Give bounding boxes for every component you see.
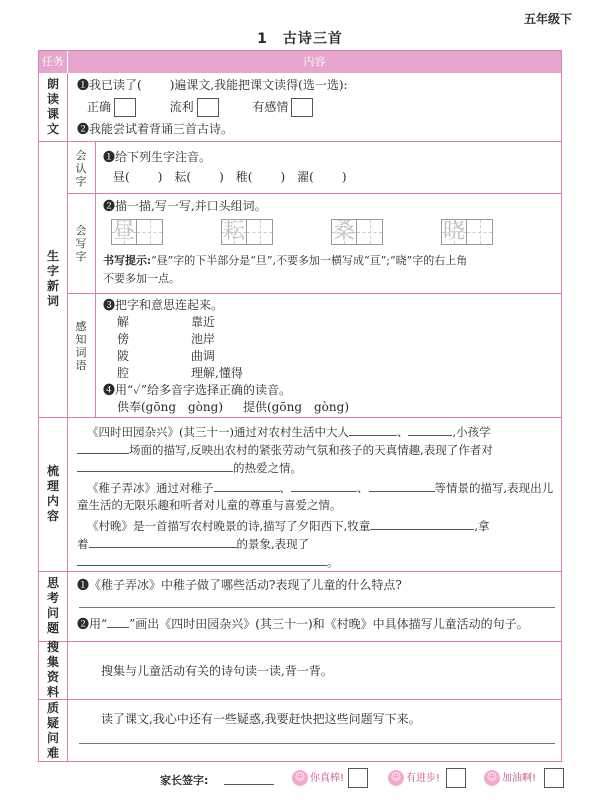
stamp-text: 有进步! bbox=[406, 773, 441, 784]
write-label: 会写字 bbox=[75, 223, 87, 263]
sort-text: ,拿 bbox=[474, 519, 490, 533]
footer bbox=[0, 766, 600, 792]
parent-sign-line[interactable] bbox=[224, 784, 274, 785]
meaning-item: 曲调 bbox=[191, 349, 216, 363]
trace-char: 晓 bbox=[442, 219, 465, 244]
parent-sign-label: 家长签字: bbox=[160, 774, 209, 787]
sort-text: 的景象,表现了 bbox=[236, 537, 310, 551]
sort-text: 《四时田园杂兴》(其三十一)通过对农村生活中大人 bbox=[87, 425, 349, 439]
writing-tip-lead: 书写提示: bbox=[103, 254, 152, 267]
doubt-text: 读了课文,我心中还有一些疑惑,我要赶快把这些问题写下来。 bbox=[101, 712, 421, 726]
flower-icon: ☺ bbox=[292, 770, 308, 786]
stamp-text: 你真棒! bbox=[310, 773, 345, 784]
trace-cell[interactable] bbox=[111, 219, 171, 245]
sort-p1-line3 bbox=[77, 459, 302, 476]
pinyin-row: 昼( ) 耘( ) 稚( ) 濯( ) bbox=[113, 170, 347, 184]
reading-options bbox=[87, 97, 317, 117]
stamp-cheer bbox=[484, 769, 536, 786]
right-words bbox=[191, 314, 243, 382]
trace-cell[interactable] bbox=[441, 219, 501, 245]
sort-text: 的热爱之情。 bbox=[233, 461, 302, 475]
pinyin-item: ) 稚( bbox=[219, 170, 253, 184]
polyphone-row bbox=[117, 399, 349, 415]
sub-column-divider bbox=[95, 141, 96, 417]
header-task: 任务 bbox=[42, 55, 64, 68]
answer-line[interactable] bbox=[79, 607, 555, 608]
option-fluent-checkbox[interactable] bbox=[197, 98, 219, 117]
stamp-great-box[interactable] bbox=[348, 768, 368, 788]
option-emotion-label: 有感情 bbox=[252, 100, 289, 114]
sort-text: ,小孩学 bbox=[452, 425, 491, 439]
think-q2-pre: ❷用“ bbox=[77, 617, 108, 631]
task-table bbox=[38, 50, 562, 762]
reading-q1-pre: ❶我已读了( bbox=[77, 78, 142, 92]
blank-line[interactable] bbox=[77, 441, 129, 454]
sort-text: 。 bbox=[327, 555, 339, 569]
stamp-progress-box[interactable] bbox=[446, 768, 466, 788]
option-fluent-label: 流利 bbox=[169, 100, 194, 114]
word-item: 傍 bbox=[117, 332, 130, 346]
doubt-label: 质疑问难 bbox=[46, 701, 59, 760]
pinyin-item: 昼( bbox=[113, 170, 130, 184]
meaning-label: 感知词语 bbox=[75, 320, 87, 372]
trace-cell[interactable] bbox=[221, 219, 281, 245]
think-q2-post: ”画出《四时田园杂兴》(其三十一)和《村晚》中具体描写儿童活动的句子。 bbox=[129, 617, 529, 631]
collect-text: 搜集与儿童活动有关的诗句读一读,背一背。 bbox=[101, 664, 333, 678]
stamp-great bbox=[292, 769, 344, 786]
trace-char: 耘 bbox=[222, 219, 245, 244]
header-content: 内容 bbox=[67, 51, 561, 73]
sort-text: 、 bbox=[357, 481, 369, 495]
option-correct-checkbox[interactable] bbox=[114, 98, 136, 117]
chars-label: 生字新词 bbox=[46, 249, 59, 308]
sort-text: 、 bbox=[279, 481, 291, 495]
trace-char: 桑 bbox=[332, 219, 355, 244]
stamp-text: 加油啊! bbox=[502, 773, 537, 784]
option-correct-label: 正确 bbox=[87, 100, 112, 114]
trace-char: 昼 bbox=[112, 219, 135, 244]
grade-label: 五年级下 bbox=[523, 12, 572, 26]
row-divider bbox=[39, 417, 561, 418]
think-q1: ❶《稚子弄冰》中稚子做了哪些活动?表现了儿童的什么特点? bbox=[77, 578, 402, 592]
think-label: 思考问题 bbox=[46, 576, 59, 635]
reading-label: 朗读课文 bbox=[46, 77, 59, 136]
chars-q3: ❸把字和意思连起来。 bbox=[103, 298, 224, 312]
sort-p3-line3 bbox=[77, 553, 339, 570]
word-item: 解 bbox=[117, 315, 130, 329]
recognize-label: 会认字 bbox=[75, 148, 87, 188]
chars-q4: ❹用“✓”给多音字选择正确的读音。 bbox=[103, 383, 292, 397]
blank-line[interactable] bbox=[77, 459, 233, 472]
blank-line[interactable] bbox=[214, 479, 280, 492]
option-emotion-checkbox[interactable] bbox=[291, 98, 313, 117]
blank-line[interactable] bbox=[349, 423, 397, 436]
sub-row-divider bbox=[67, 193, 561, 194]
blank-line[interactable] bbox=[370, 517, 474, 530]
word-item: 陂 bbox=[117, 349, 130, 363]
sub-row-divider bbox=[67, 293, 561, 294]
blank-line[interactable] bbox=[369, 479, 435, 492]
word-item: 腔 bbox=[117, 366, 130, 380]
sort-p2-line1 bbox=[87, 479, 553, 496]
sort-label: 梳理内容 bbox=[46, 464, 59, 523]
flower-icon: ☺ bbox=[484, 770, 500, 786]
row-divider bbox=[39, 641, 561, 642]
sort-p2-line2: 童生活的无限乐趣和听者对儿童的尊重与喜爱之情。 bbox=[77, 498, 342, 512]
trace-cell[interactable] bbox=[331, 219, 391, 245]
answer-line[interactable] bbox=[79, 743, 555, 744]
sort-p3-line1 bbox=[87, 517, 489, 534]
meaning-item: 靠近 bbox=[191, 315, 216, 329]
sort-text: 、 bbox=[396, 425, 409, 439]
writing-tip-line2: 不要多加一点。 bbox=[103, 272, 180, 285]
sort-p3-line2 bbox=[77, 535, 309, 552]
polyphone-item[interactable]: 提供(gōng gòng) bbox=[243, 400, 349, 414]
pinyin-item: ) 耘( bbox=[157, 170, 192, 184]
row-divider bbox=[39, 699, 561, 700]
chars-q1: ❶给下列生字注音。 bbox=[103, 150, 212, 164]
writing-tip-text: “昼”字的下半部分是“旦”,不要多加一横写成“亘”;“晓”字的右上角 bbox=[151, 254, 468, 267]
table-header bbox=[39, 51, 561, 73]
sort-text: 《稚子弄冰》通过对稚子 bbox=[87, 481, 214, 495]
stamp-progress bbox=[388, 769, 440, 786]
blank-line[interactable] bbox=[77, 553, 327, 566]
pinyin-item: ) 濯( bbox=[280, 170, 314, 184]
sort-text: 着 bbox=[77, 537, 89, 551]
polyphone-item[interactable]: 供奉(gōng gòng) bbox=[117, 400, 223, 414]
blank-line[interactable] bbox=[408, 423, 452, 436]
sort-p1-line2 bbox=[77, 441, 493, 458]
writing-tip-line1 bbox=[103, 253, 467, 269]
row-divider bbox=[39, 141, 561, 142]
sort-p1-line1 bbox=[87, 423, 491, 440]
reading-q1 bbox=[77, 77, 348, 93]
reading-q2: ❷我能尝试着背诵三首古诗。 bbox=[77, 122, 234, 136]
sort-text: 《村晚》是一首描写农村晚景的诗,描写了夕阳西下,牧童 bbox=[87, 519, 371, 533]
chars-q2: ❷描一描,写一写,并口头组词。 bbox=[103, 199, 267, 213]
think-q2 bbox=[77, 615, 529, 632]
reading-q1-post: )遍课文,我能把课文读得(选一选): bbox=[169, 78, 348, 92]
left-words bbox=[117, 314, 129, 382]
sort-text: 等情景的描写,表现出儿 bbox=[434, 481, 554, 495]
flower-icon: ☺ bbox=[388, 770, 404, 786]
blank-line[interactable] bbox=[291, 479, 357, 492]
stamp-cheer-box[interactable] bbox=[544, 768, 564, 788]
page-title: 1 古诗三首 bbox=[257, 31, 343, 47]
meaning-item: 池岸 bbox=[191, 332, 216, 346]
blank-line[interactable] bbox=[89, 535, 237, 548]
underline-sample bbox=[107, 615, 129, 628]
collect-label: 搜集资料 bbox=[46, 640, 59, 699]
meaning-item: 理解,懂得 bbox=[191, 366, 243, 380]
row-divider bbox=[39, 571, 561, 572]
sort-text: 场面的描写,反映出农村的紧张劳动气氛和孩子的天真情趣,表现了作者对 bbox=[129, 443, 493, 457]
